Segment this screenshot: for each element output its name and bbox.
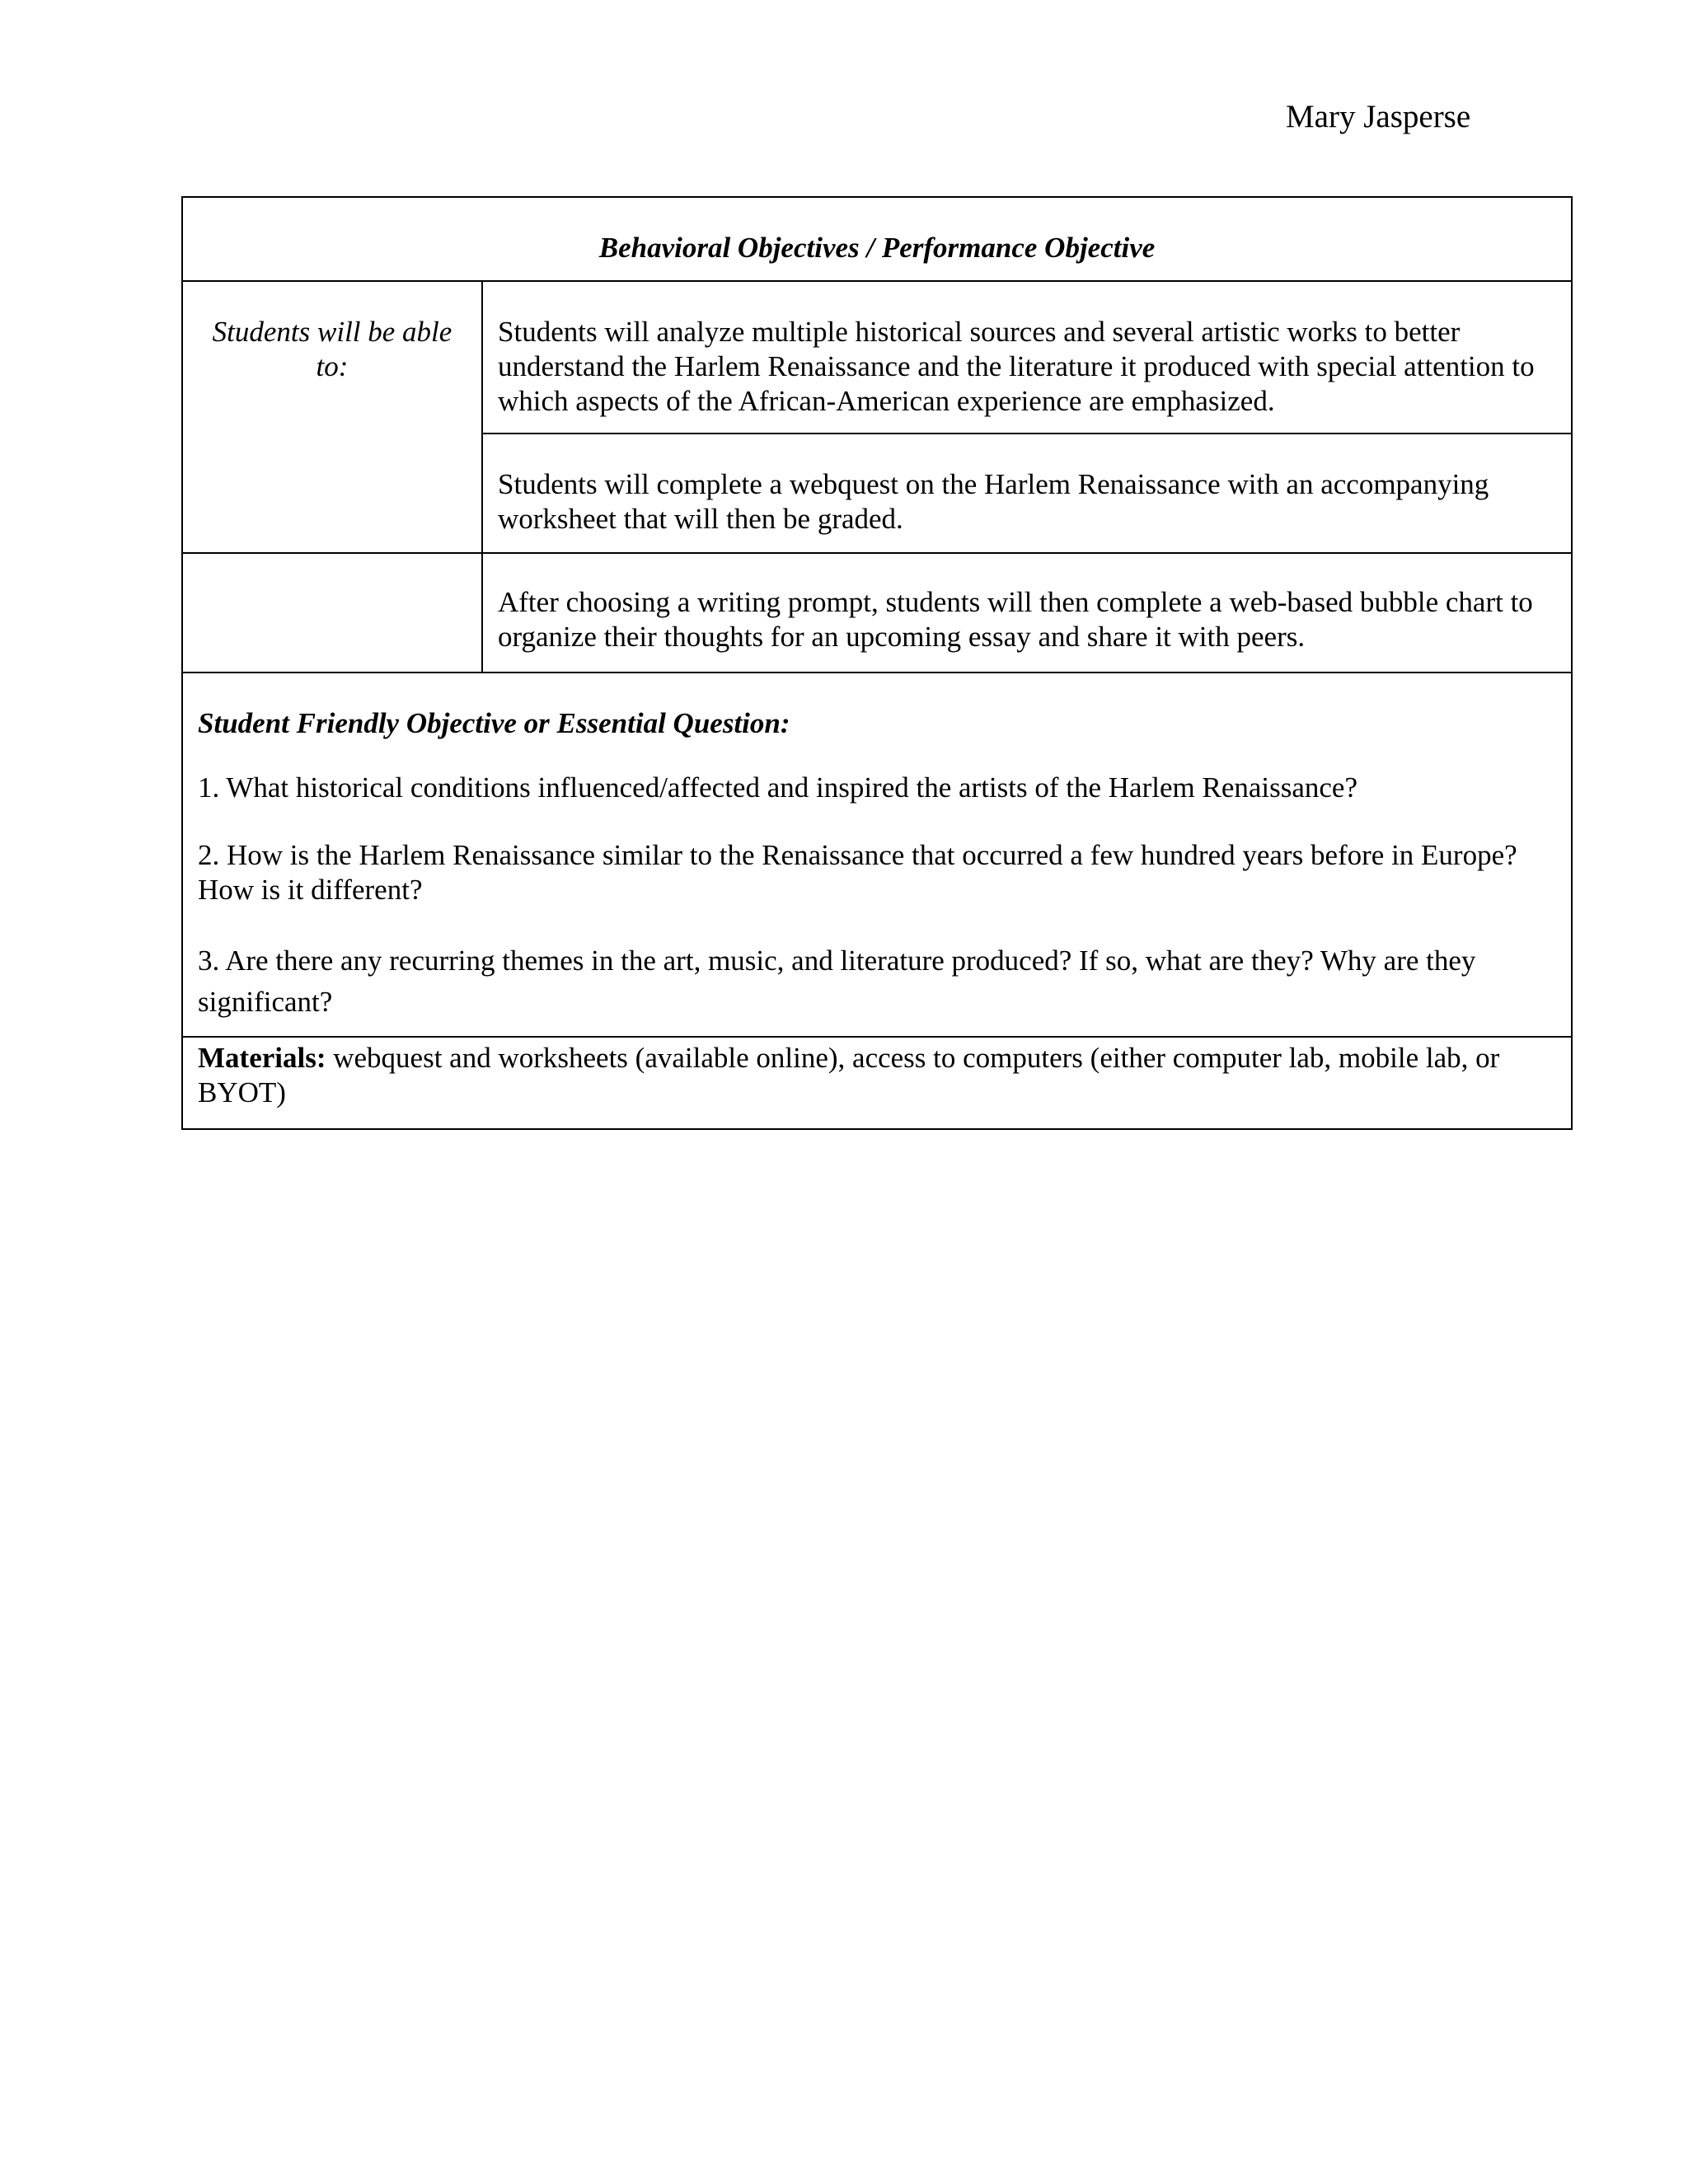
objective-row — [182, 553, 1572, 673]
objectives-header: Behavioral Objectives / Performance Objective — [182, 197, 1572, 281]
objectives-table — [181, 196, 1573, 1130]
essential-question-section — [182, 673, 1572, 1037]
question-2: 2. How is the Harlem Renaissance similar to the Renaissance that occurred a few hundred years before in Europe? How is it different? — [198, 839, 1517, 906]
question-1: 1. What historical conditions influenced/affected and inspired the artists of the Harlem Renaissance? — [198, 771, 1357, 804]
materials-section — [182, 1037, 1572, 1129]
materials-text: webquest and worksheets (available online), access to computers (either computer lab, mobile lab, or BYOT) — [198, 1042, 1500, 1108]
empty-label-cell — [182, 553, 482, 673]
header-row — [182, 197, 1572, 281]
objective-row — [182, 281, 1572, 434]
materials-row — [182, 1037, 1572, 1129]
objective-1: Students will analyze multiple historical sources and several artistic works to better understand the Harlem Renaissance and the literature it produced with special attention to which aspects of the African-American experience are emphasized. — [482, 281, 1572, 434]
students-will-be-able-label: Students will be able to: — [182, 281, 482, 553]
objective-3: After choosing a writing prompt, students will then complete a web-based bubble chart to organize their thoughts for an upcoming essay and share it with peers. — [482, 553, 1572, 673]
author-name: Mary Jasperse — [1286, 99, 1471, 134]
objective-2: Students will complete a webquest on the Harlem Renaissance with an accompanying worksheet that will then be graded. — [482, 434, 1572, 553]
essential-question-row — [182, 673, 1572, 1037]
materials-label: Materials: — [198, 1042, 326, 1074]
essential-question-heading: Student Friendly Objective or Essential Question: — [198, 707, 790, 739]
question-3: 3. Are there any recurring themes in the art, music, and literature produced? If so, what are they? Why are they significant? — [198, 944, 1476, 1018]
